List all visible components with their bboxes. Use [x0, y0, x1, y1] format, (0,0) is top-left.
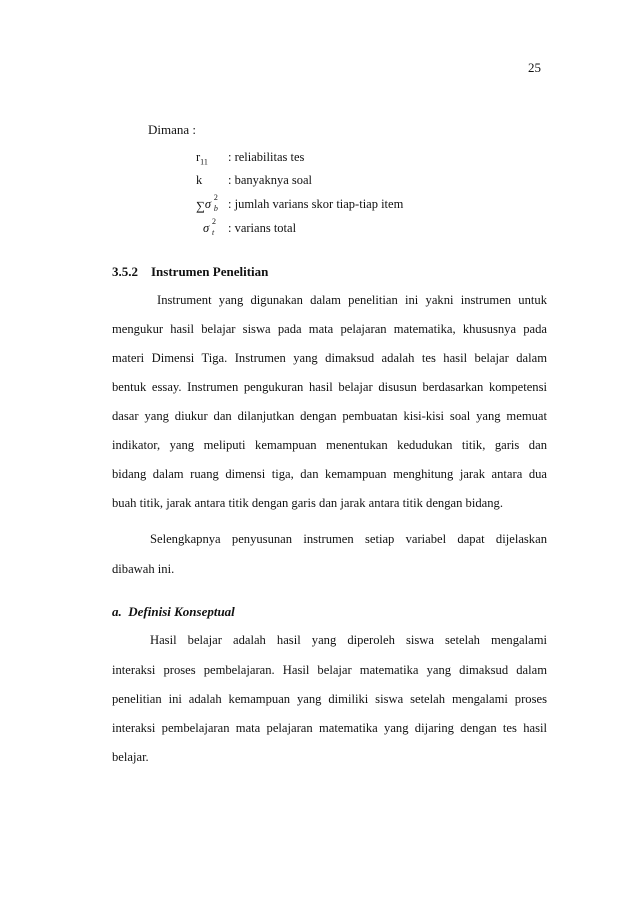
dimana-label: Dimana : — [148, 122, 197, 137]
paragraph-line: indikator, yang meliputi kemampuan menentukan kedudukan titik, garis dan — [112, 438, 547, 452]
symbol-k: k — [196, 173, 203, 187]
definition-desc: : banyaknya soal — [228, 173, 313, 187]
paragraph-line: penelitian ini adalah kemampuan yang dimiliki siswa setelah mengalami proses — [112, 692, 547, 706]
symbol-sum-sigma-b: ∑ σ 2 b — [196, 193, 218, 213]
paragraph-line: Instrument yang digunakan dalam penelitian ini yakni instrumen untuk — [157, 293, 547, 307]
paragraph-line: mengukur hasil belajar siswa pada mata pelajaran matematika, khususnya pada — [112, 322, 547, 336]
paragraph-line: dibawah ini. — [112, 562, 175, 576]
definition-desc: : jumlah varians skor tiap-tiap item — [228, 197, 404, 211]
definition-desc: : varians total — [228, 221, 297, 235]
paragraph-line: Hasil belajar adalah hasil yang diperoleh siswa setelah mengalami — [150, 633, 547, 647]
paragraph-line: materi Dimensi Tiga. Instrumen yang dimaksud adalah tes hasil belajar dalam — [112, 351, 547, 365]
symbol-sigma-t: σ 2 t — [203, 217, 216, 237]
paragraph-line: interaksi pembelajaran mata pelajaran matematika yang dijaring dengan tes hasil — [112, 721, 547, 735]
paragraph-line: belajar. — [112, 750, 149, 764]
section-heading: 3.5.2 Instrumen Penelitian — [112, 264, 269, 279]
symbol-r11: $r_{11}$ — [196, 150, 208, 167]
page-number: 25 — [528, 60, 541, 75]
definition-desc: : reliabilitas tes — [228, 150, 305, 164]
paragraph-line: bidang dalam ruang dimensi tiga, dan kemampuan menghitung jarak antara dua — [112, 467, 547, 481]
paragraph-line: dasar yang diukur dan dilanjutkan dengan pembuatan kisi-kisi soal yang memuat — [112, 409, 547, 423]
paragraph-line: interaksi proses pembelajaran. Hasil belajar matematika yang dimaksud dalam — [112, 663, 547, 677]
subsection-heading: a. Definisi Konseptual — [112, 604, 235, 619]
paragraph-line: bentuk essay. Instrumen pengukuran hasil belajar disusun berdasarkan kompetensi — [112, 380, 547, 394]
paragraph-line: buah titik, jarak antara titik dengan garis dan jarak antara titik dengan bidang. — [112, 496, 503, 510]
paragraph-line: Selengkapnya penyusunan instrumen setiap variabel dapat dijelaskan — [150, 532, 547, 546]
